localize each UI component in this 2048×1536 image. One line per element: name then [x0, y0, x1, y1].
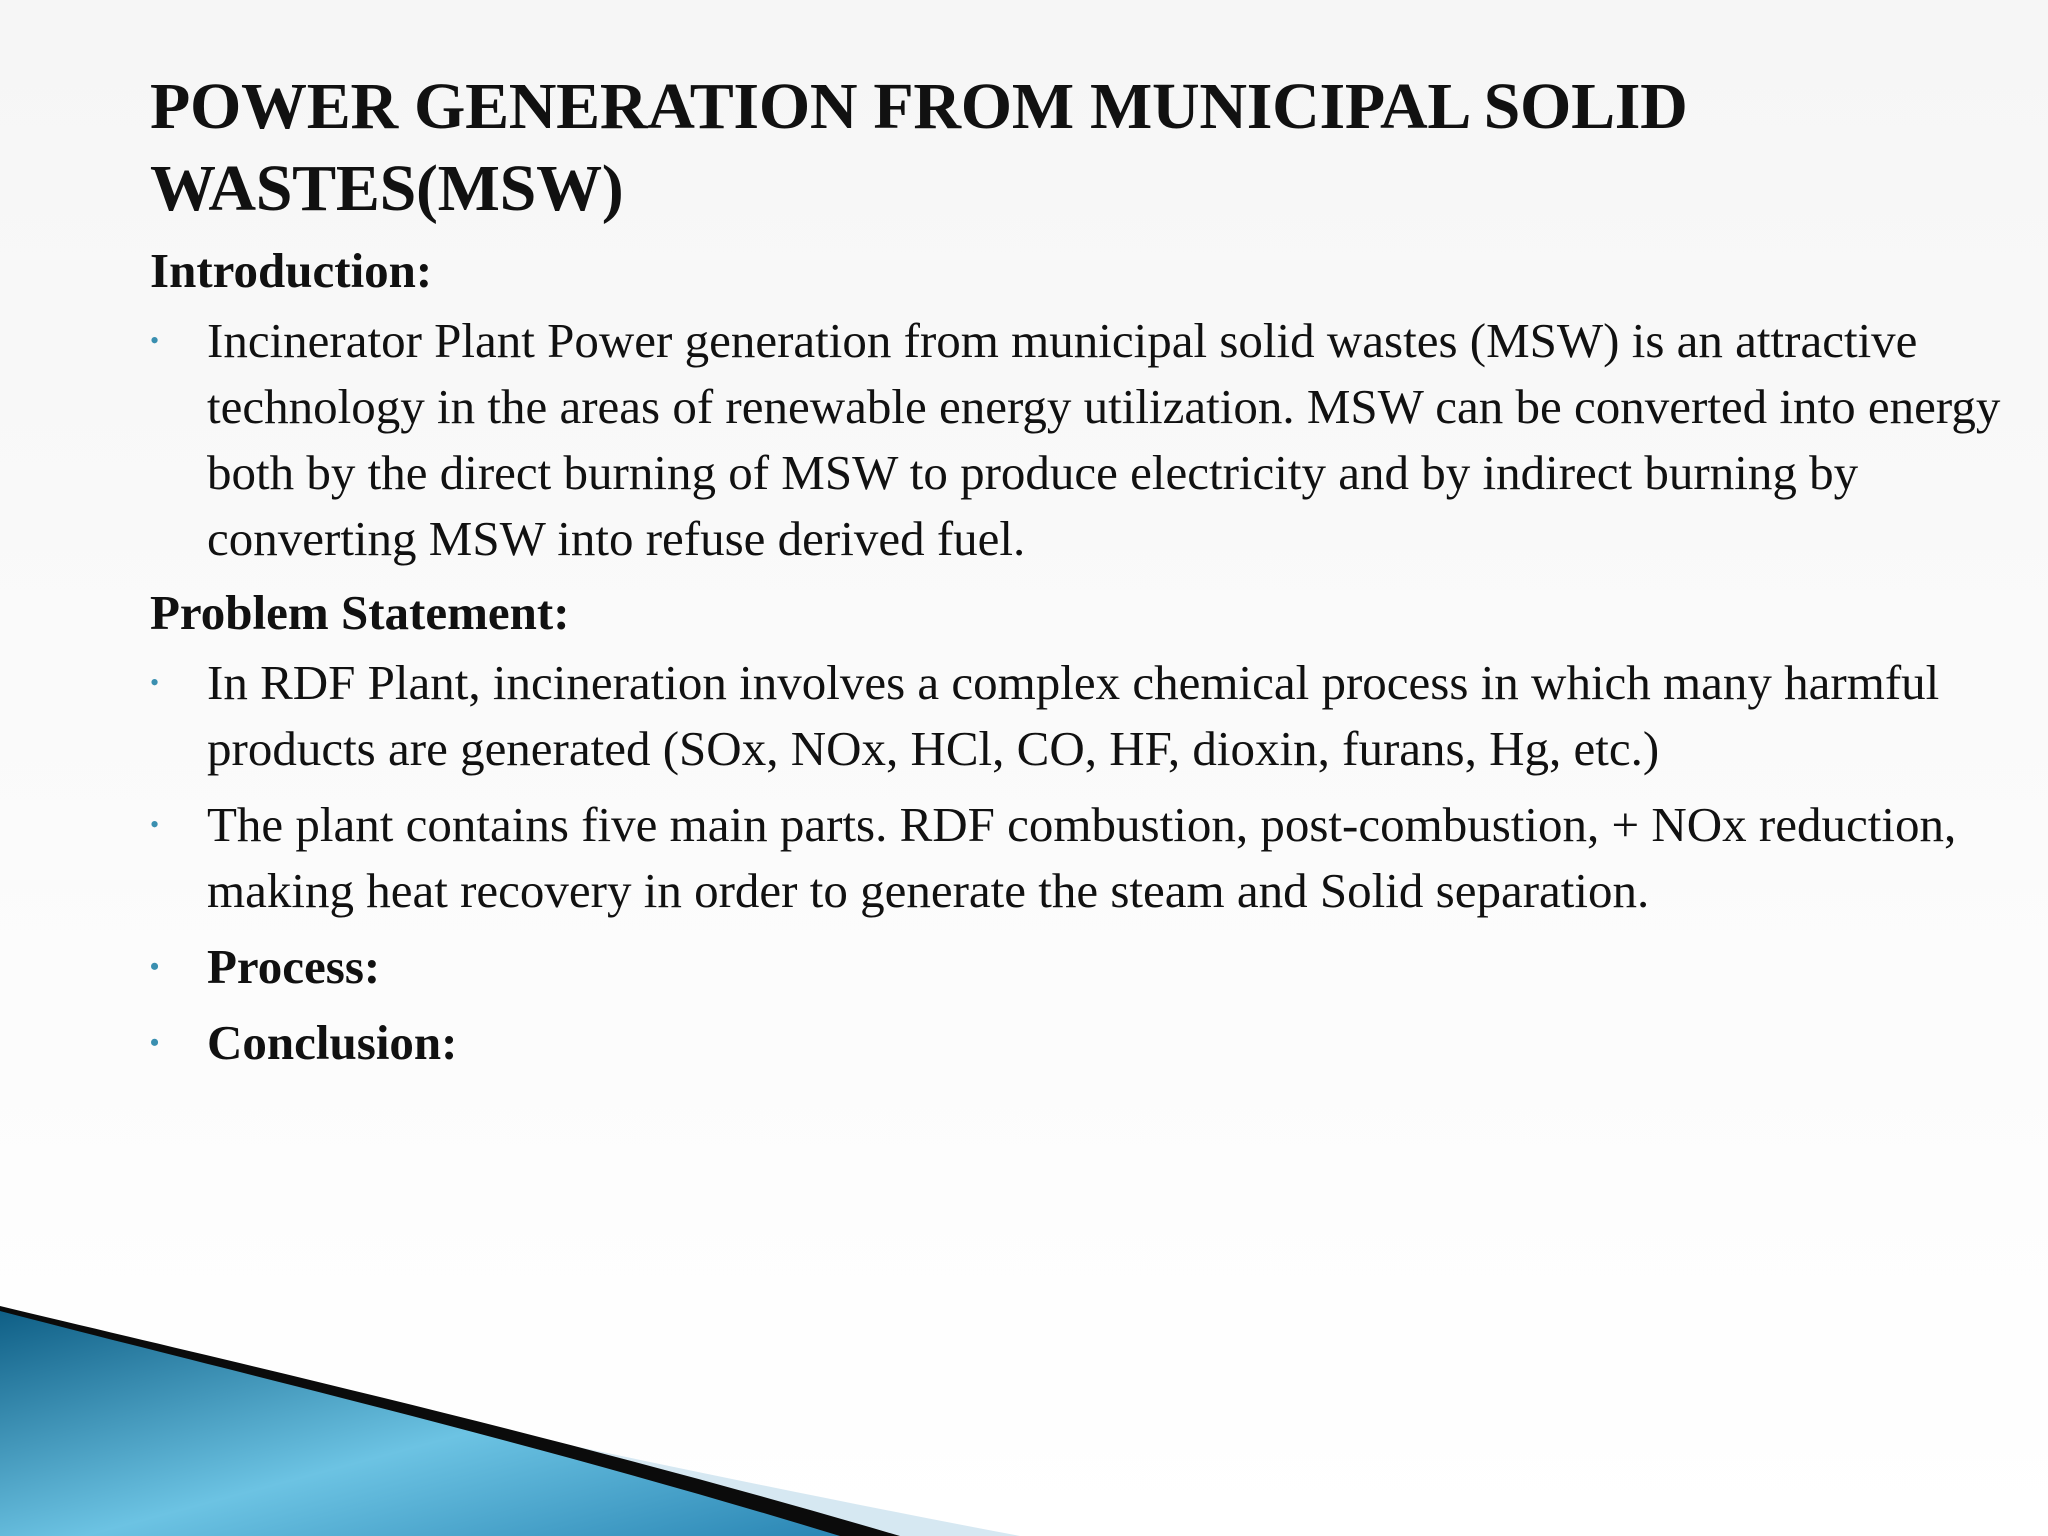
- introduction-list: [150, 308, 2001, 572]
- list-item: [150, 792, 2048, 924]
- wave-blue-shape: [0, 1311, 840, 1536]
- introduction-heading: Introduction:: [150, 243, 433, 298]
- list-item: [150, 308, 2048, 572]
- slide-content: [150, 66, 2001, 1086]
- bullet-text: In RDF Plant, incineration involves a complex chemical process in which many harmful products are generated (SOx, NOx, HCl, CO, HF, dioxin, furans, Hg, etc.): [207, 655, 1940, 776]
- corner-wave-decoration: [0, 1236, 2048, 1536]
- bullet-icon: •: [150, 668, 160, 697]
- bullet-text: Incinerator Plant Power generation from municipal solid wastes (MSW) is an attractive technology in the areas of renewable energy utilization. MSW can be converted into energy both by the direct burning of MSW to produce electricity and by indirect burning by converting MSW into refuse derived fuel.: [207, 313, 2001, 566]
- conclusion-bullet: [150, 1010, 2048, 1076]
- bullet-icon: •: [150, 326, 160, 355]
- list-item: [150, 650, 2048, 782]
- problem-statement-heading: Problem Statement:: [150, 585, 570, 640]
- bullet-text: Conclusion:: [207, 1015, 458, 1070]
- problem-statement-list: [150, 650, 1957, 1076]
- bullet-icon: •: [150, 1028, 160, 1057]
- bullet-icon: •: [150, 810, 160, 839]
- process-bullet: [150, 934, 2048, 1000]
- slide-title: POWER GENERATION FROM MUNICIPAL SOLID WASTES(MSW): [150, 70, 1688, 225]
- bullet-text: Process:: [207, 939, 381, 994]
- bullet-text: The plant contains five main parts. RDF combustion, post-combustion, + NOx reduction, making heat recovery in order to generate the steam and Solid separation.: [207, 797, 1957, 918]
- bullet-icon: •: [150, 952, 160, 981]
